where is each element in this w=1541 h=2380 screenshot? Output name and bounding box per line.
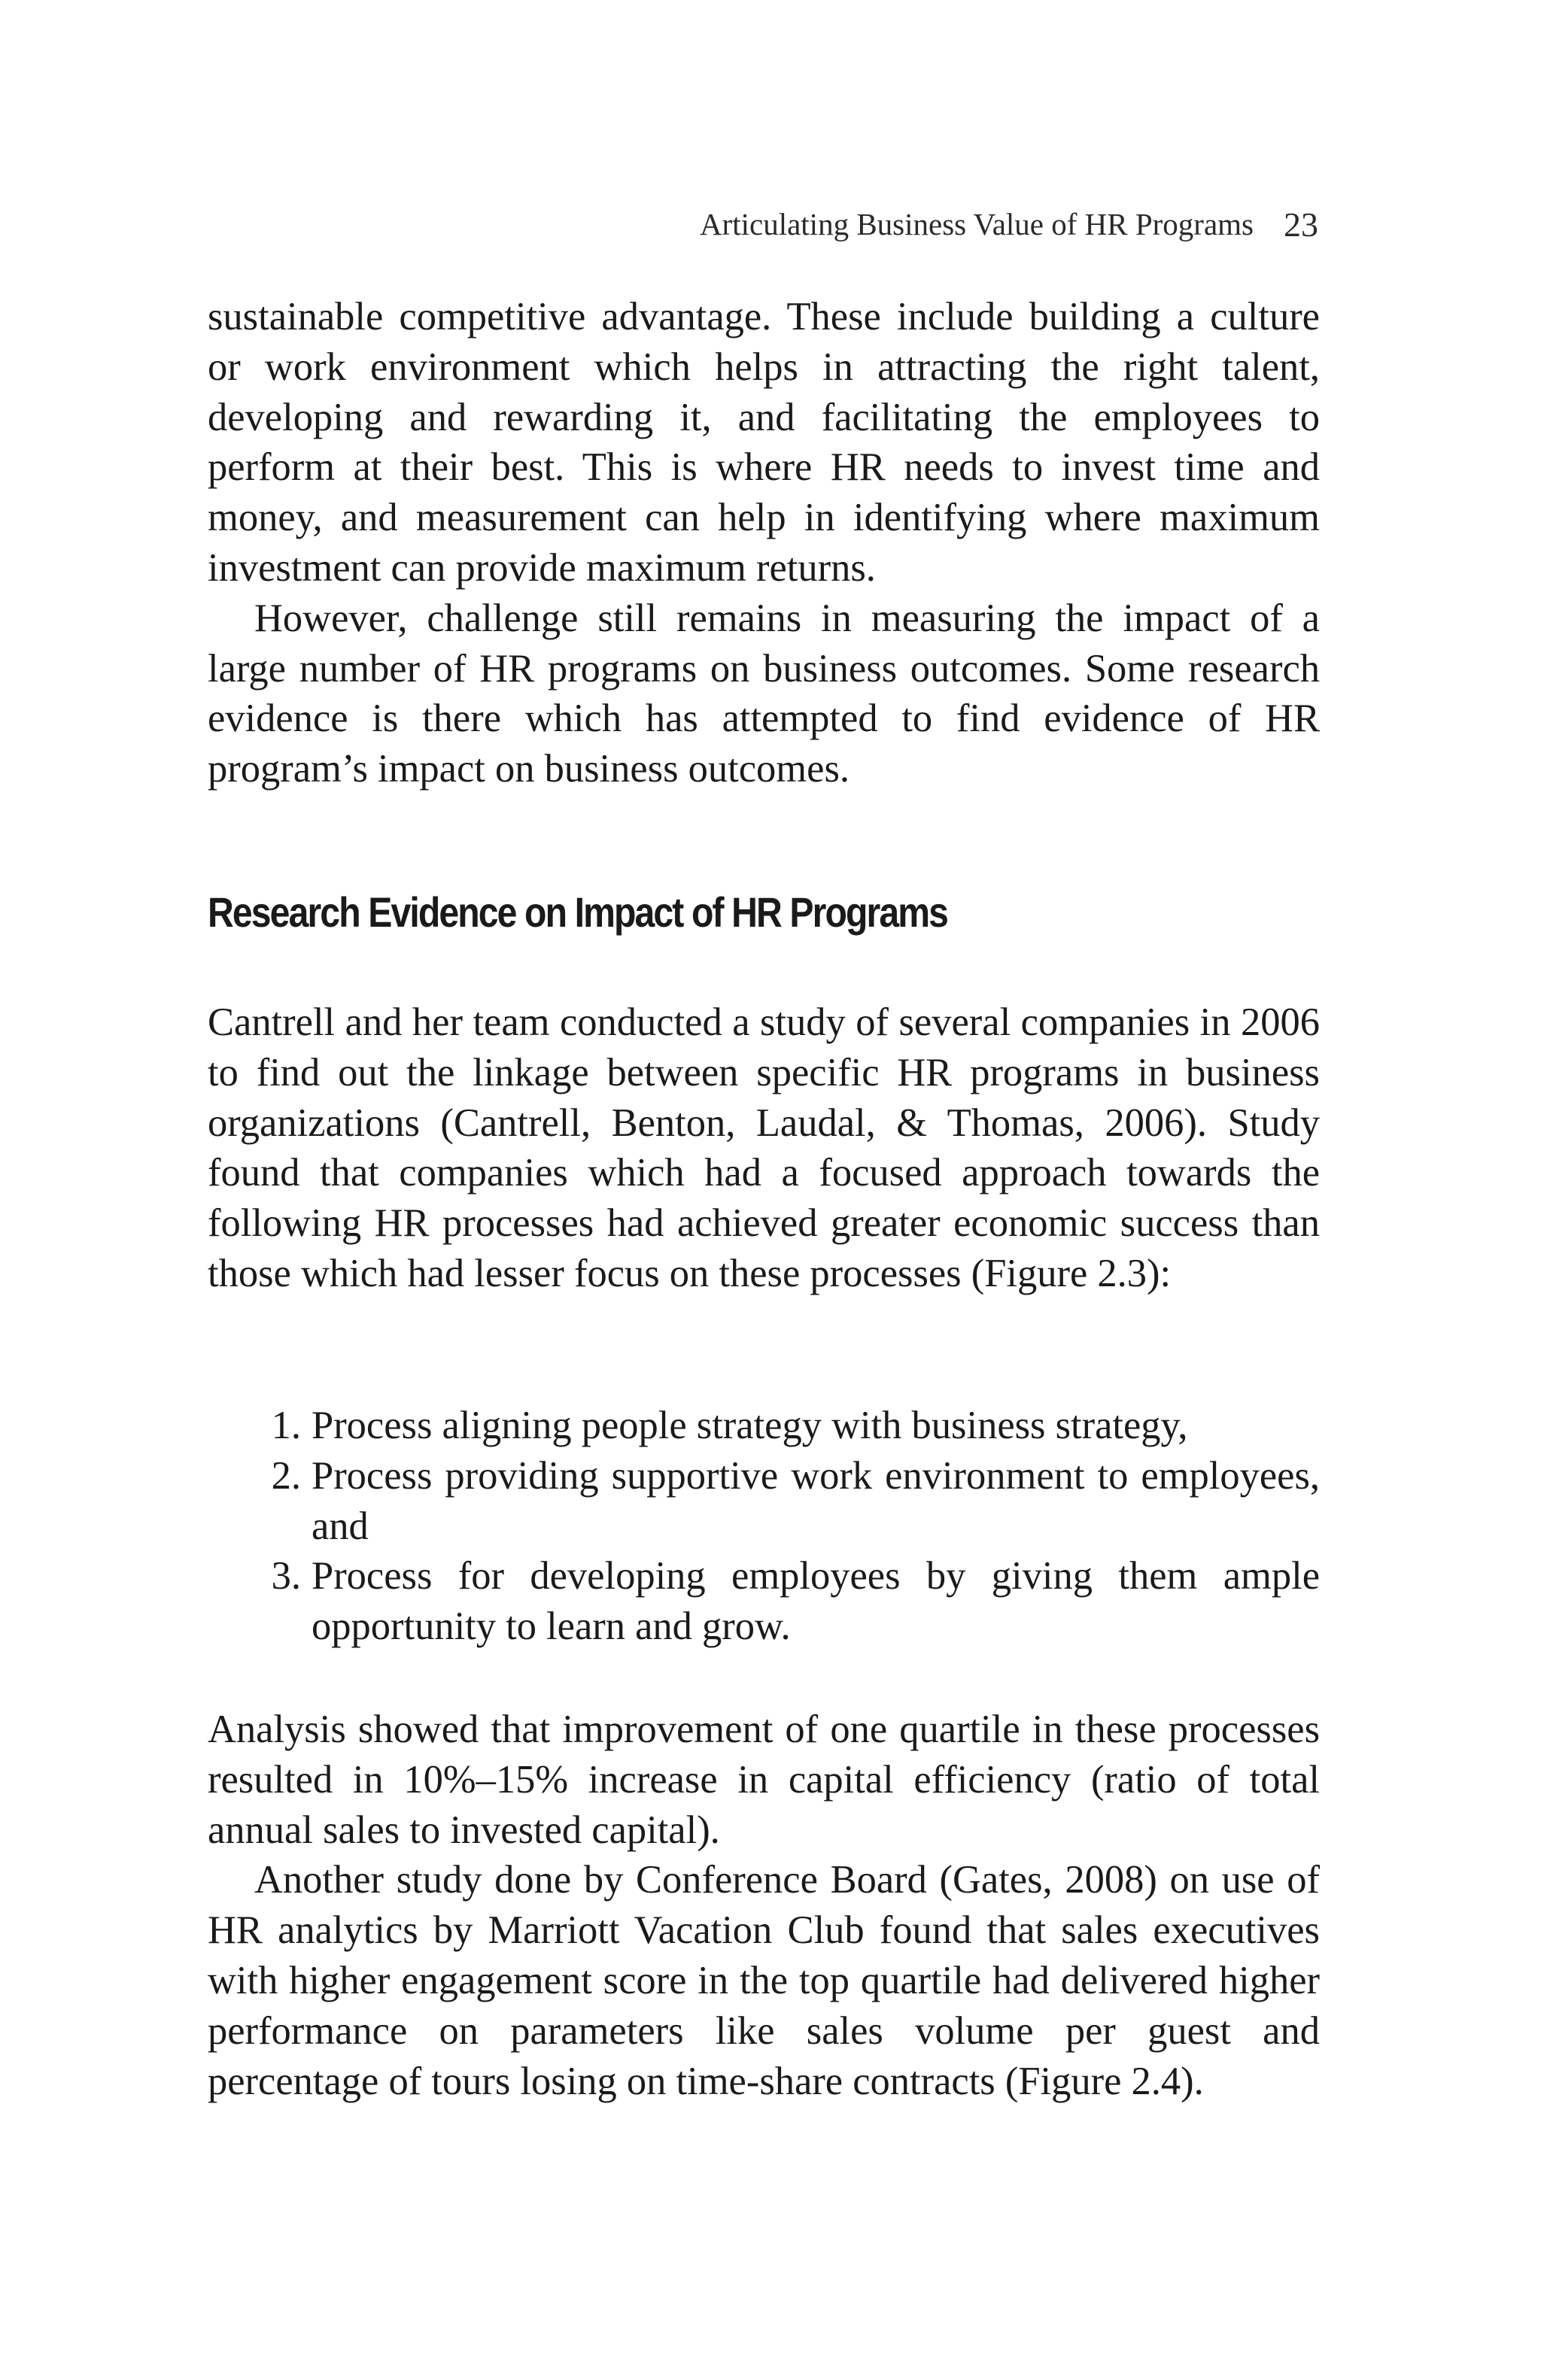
running-header <box>700 202 1318 247</box>
list-item-number: 3. <box>271 1554 301 1598</box>
list-item <box>208 1451 1320 1552</box>
running-title: Articulating Business Value of HR Programs <box>699 207 1254 241</box>
list-item-number: 1. <box>271 1404 301 1447</box>
paragraph-challenge: However, challenge still remains in measuring the impact of a large number of HR programs on business outcomes. Some research evidence is there which has attempted to find evidence of HR program’s impact on business outcomes. <box>208 596 1320 791</box>
paragraph-cantrell-study: Cantrell and her team conducted a study of several companies in 2006 to find out the linkage between specific HR programs in business organizations (Cantrell, Benton, Laudal, & Thomas, 2006). Study found that companies which had a focused approach towards the following HR processes had achieved greater economic success than those which had lesser focus on these processes (Figure 2.3): <box>208 1000 1320 1295</box>
page-number: 23 <box>1284 205 1318 244</box>
hr-process-list <box>208 1401 1320 1652</box>
list-item-number: 2. <box>271 1453 301 1498</box>
list-item-text: Process providing supportive work environment to employees, and <box>312 1453 1320 1548</box>
paragraph-another-study: Another study done by Conference Board (Gates, 2008) on use of HR analytics by Marriott Vacation Club found that sales executives with higher engagement score in the top quartile had delivered higher performance on parameters like sales volume per guest and percentage of tours losing on time-share contracts (Figure 2.4). <box>208 1858 1320 2103</box>
bottom-text-block <box>208 1705 1320 2106</box>
list-item <box>208 1551 1320 1652</box>
list-item-text: Process for developing employees by giving them ample opportunity to learn and grow. <box>312 1554 1320 1649</box>
top-text-block <box>208 292 1320 794</box>
section-heading: Research Evidence on Impact of HR Programs <box>208 888 948 936</box>
section-intro-block <box>208 997 1320 1299</box>
paragraph-analysis: Analysis showed that improvement of one quartile in these processes resulted in 10%–15% increase in capital efficiency (ratio of total annual sales to invested capital). <box>208 1708 1320 1852</box>
paragraph-continued: sustainable competitive advantage. These include building a culture or work environment which helps in attracting the right talent, developing and rewarding it, and facilitating the employees to perform at their best. This is where HR needs to invest time and money, and measurement can help in identifying where maximum investment can provide maximum returns. <box>208 295 1320 590</box>
list-item-text: Process aligning people strategy with business strategy, <box>312 1404 1188 1447</box>
list-item <box>208 1401 1320 1451</box>
